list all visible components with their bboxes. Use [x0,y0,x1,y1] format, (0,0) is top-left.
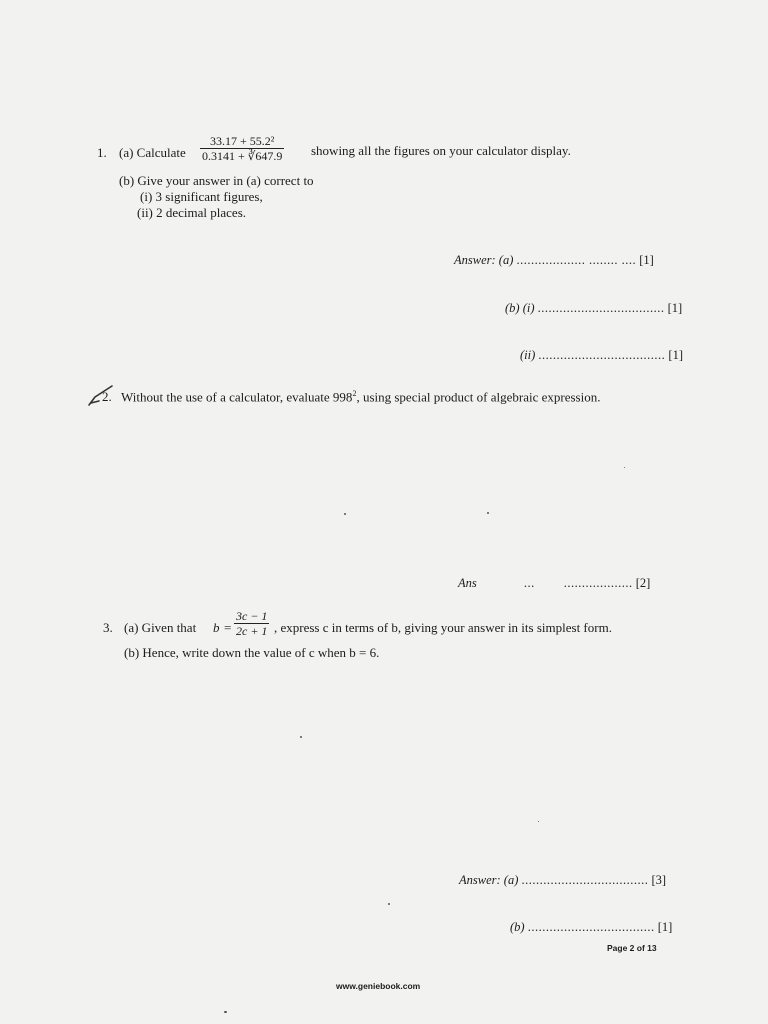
answer-label: Answer: (a) [454,253,514,267]
scan-speck [388,903,390,905]
q3-var-b: b [213,620,220,635]
q2-text-pre: Without the use of a calculator, evaluate 998 [121,389,353,405]
marks: [3] [651,873,667,887]
scan-speck [224,1011,227,1013]
q1-part-b-ii: (ii) 2 decimal places. [137,205,247,220]
scan-speck [624,467,625,468]
answer-line: ................................... [538,348,666,362]
scan-speck [487,512,489,514]
q1-answer-b-ii-row [520,348,683,363]
q3-fraction-numerator: 3c − 1 [236,609,268,623]
scan-speck [538,821,539,822]
marks: [1] [668,348,683,362]
q3-part-a-prefix: (a) Given that [124,620,197,635]
answer-line: ................................... [527,920,655,934]
answer-line: ... ................... [523,576,633,590]
q2-text-post: , using special product of algebraic expression. [356,389,601,405]
answer-line: ................... ........ .... [516,253,637,267]
q1-fraction [200,134,284,163]
answer-label: (b) (i) [505,301,535,315]
marks: [1] [667,301,683,315]
answer-line: ................................... [537,301,665,315]
answer-label: Ans [458,576,477,590]
marks: [1] [657,920,673,934]
q2-text [121,389,600,405]
q3-answer-a-row [459,873,666,888]
q2-exponent: 2 [352,389,357,398]
q3-part-a-suffix: , express c in terms of b, giving your answer in its simplest form. [274,620,612,635]
website-footer: www.geniebook.com [336,981,421,991]
scan-speck [300,736,302,738]
q1-part-b-i: (i) 3 significant figures, [140,189,263,204]
q3-answer-b-row [510,920,672,935]
q1-part-a-prefix: (a) Calculate [119,145,186,160]
q1-fraction-denominator: 0.3141 + ∛647.9 [202,149,283,163]
q1-answer-a-row [454,253,654,268]
marks: [2] [635,576,651,590]
answer-line: ................................... [521,873,649,887]
q2-number: 2. [102,389,112,404]
q3-number: 3. [103,620,113,635]
q3-fraction [234,609,269,638]
q1-part-b: (b) Give your answer in (a) correct to [119,173,314,188]
answer-label: (b) [510,920,525,934]
marks: [1] [639,253,654,267]
q1-part-a-suffix: showing all the figures on your calculator display. [311,143,571,158]
q3-fraction-denominator: 2c + 1 [236,624,268,638]
q2-answer-row [458,576,650,591]
answer-label: Answer: (a) [459,873,519,887]
q3-equals: = [224,620,232,635]
scan-speck [344,513,346,515]
q3-part-b: (b) Hence, write down the value of c when b = 6. [124,645,380,660]
page-number: Page 2 of 13 [607,943,657,953]
q1-answer-b-i-row [505,301,682,316]
q1-number: 1. [97,145,107,160]
q1-fraction-numerator: 33.17 + 55.2² [200,134,284,149]
answer-label: (ii) [520,348,536,362]
